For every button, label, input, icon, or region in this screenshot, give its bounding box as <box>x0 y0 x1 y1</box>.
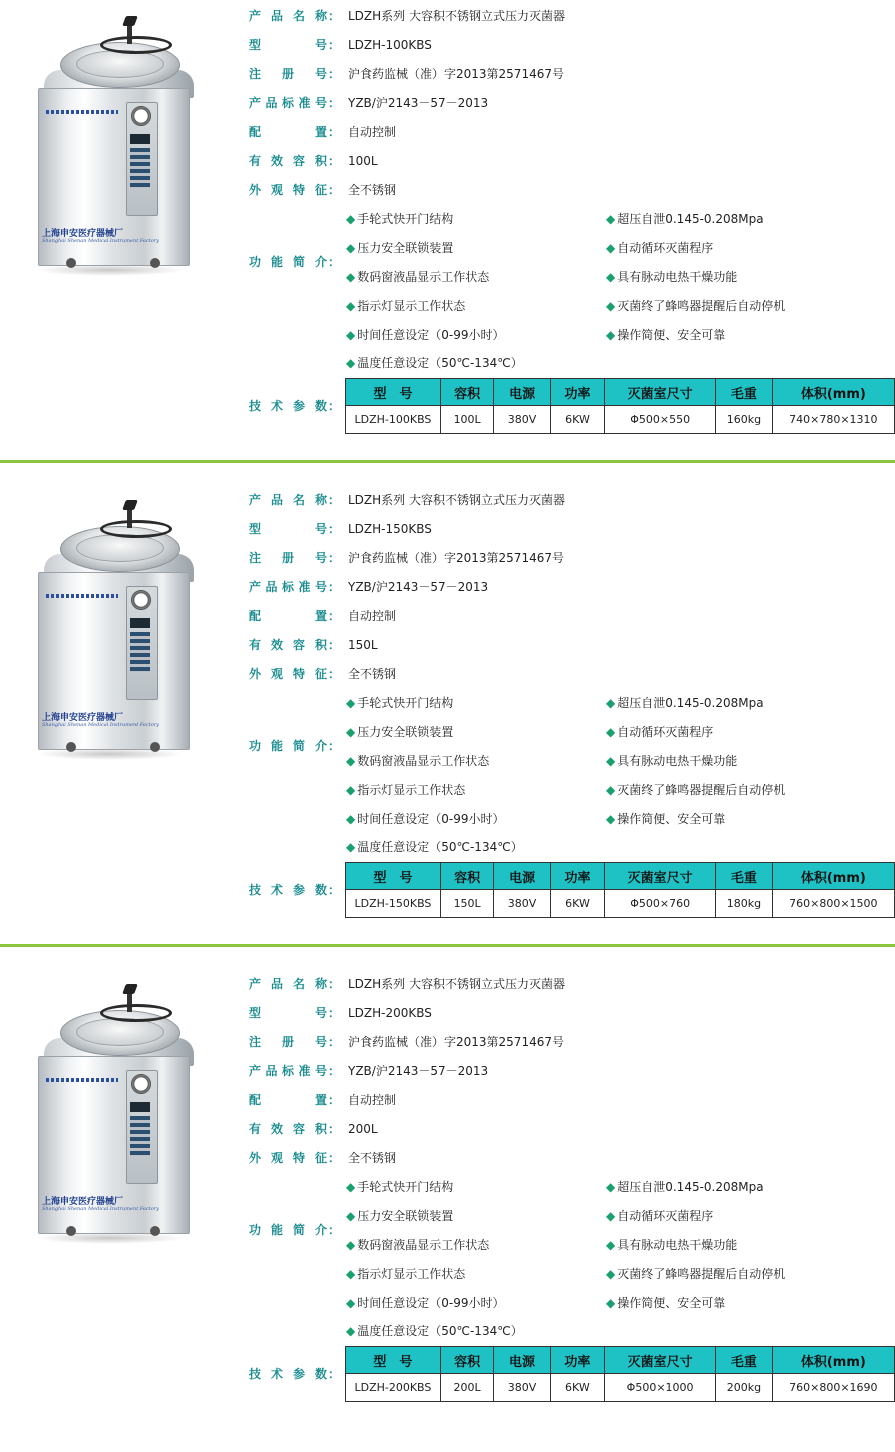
spec-cell: Φ500×550 <box>605 406 716 434</box>
spec-header-cell: 功率 <box>550 1347 604 1374</box>
diamond-bullet-icon: ◆ <box>346 783 356 797</box>
spec-header-cell: 体积(mm) <box>772 1347 894 1374</box>
feature-item: ◆ 数码窗液晶显示工作状态 <box>346 750 489 772</box>
feature-item: ◆ 操作简便、安全可靠 <box>606 1292 725 1314</box>
field-label-standard: 产品标准号 ： <box>249 580 341 594</box>
handwheel-icon <box>100 520 172 538</box>
feature-item: ◆ 温度任意设定（50℃-134℃） <box>346 352 523 374</box>
spec-header-cell: 容积 <box>440 863 493 890</box>
field-label-appearance: 外观特征 ： <box>249 667 341 681</box>
feature-item: ◆ 时间任意设定（0-99小时） <box>346 808 504 830</box>
spec-cell: LDZH-200KBS <box>346 1374 441 1402</box>
spec-header-cell: 毛重 <box>716 1347 773 1374</box>
spec-header-cell: 电源 <box>494 379 550 406</box>
spec-cell: Φ500×1000 <box>605 1374 716 1402</box>
field-label-model: 型号 ： <box>249 1006 341 1020</box>
spec-cell: 100L <box>440 406 493 434</box>
pressure-gauge-icon <box>131 106 151 126</box>
spec-cell: 760×800×1690 <box>772 1374 894 1402</box>
field-label-capacity: 有效容积 ： <box>249 1122 341 1136</box>
diamond-bullet-icon: ◆ <box>606 812 616 826</box>
diamond-bullet-icon: ◆ <box>346 725 356 739</box>
spec-cell: 200L <box>440 1374 493 1402</box>
field-label-capacity: 有效容积 ： <box>249 154 341 168</box>
product-block-3 <box>0 968 895 1452</box>
brand-label-en: Shanghai Shenan Medical Instrument Factory <box>42 1206 159 1212</box>
field-label-features: 功能简介 ： <box>249 255 341 269</box>
field-value-reg: 沪食药监械（准）字2013第2571467号 <box>348 551 564 565</box>
diamond-bullet-icon: ◆ <box>346 840 356 854</box>
pressure-gauge-icon <box>131 1074 151 1094</box>
section-divider <box>0 460 895 463</box>
field-label-reg: 注册号 ： <box>249 1035 341 1049</box>
diamond-bullet-icon: ◆ <box>606 725 616 739</box>
diamond-bullet-icon: ◆ <box>606 783 616 797</box>
table-row <box>346 1374 895 1402</box>
diamond-bullet-icon: ◆ <box>606 270 616 284</box>
field-label-standard: 产品标准号 ： <box>249 1064 341 1078</box>
feature-item: ◆ 超压自泄0.145-0.208Mpa <box>606 208 764 230</box>
spec-header-cell: 电源 <box>494 1347 550 1374</box>
field-value-model: LDZH-100KBS <box>348 38 432 52</box>
field-value-capacity: 100L <box>348 154 378 168</box>
spec-header-cell: 容积 <box>440 1347 493 1374</box>
field-value-model: LDZH-150KBS <box>348 522 432 536</box>
diamond-bullet-icon: ◆ <box>606 696 616 710</box>
diamond-bullet-icon: ◆ <box>606 212 616 226</box>
feature-item: ◆ 温度任意设定（50℃-134℃） <box>346 1320 523 1342</box>
handwheel-icon <box>100 36 172 54</box>
diamond-bullet-icon: ◆ <box>346 270 356 284</box>
feature-item: ◆ 操作简便、安全可靠 <box>606 324 725 346</box>
spec-cell: 150L <box>440 890 493 918</box>
spec-cell: 380V <box>494 890 550 918</box>
field-value-appearance: 全不锈钢 <box>348 1151 397 1165</box>
diamond-bullet-icon: ◆ <box>346 1296 356 1310</box>
diamond-bullet-icon: ◆ <box>346 1267 356 1281</box>
spec-table <box>345 862 895 918</box>
field-value-appearance: 全不锈钢 <box>348 667 397 681</box>
diamond-bullet-icon: ◆ <box>346 299 356 313</box>
field-label-model: 型号 ： <box>249 38 341 52</box>
field-label-tech: 技术参数 ： <box>249 883 341 897</box>
spec-cell: 6KW <box>550 1374 604 1402</box>
feature-item: ◆ 压力安全联锁装置 <box>346 237 453 259</box>
spec-header-row <box>346 1347 895 1374</box>
spec-header-cell: 灭菌室尺寸 <box>605 379 716 406</box>
spec-header-row <box>346 863 895 890</box>
table-row <box>346 406 895 434</box>
diamond-bullet-icon: ◆ <box>606 299 616 313</box>
sterilizer-image <box>28 498 188 760</box>
field-value-capacity: 150L <box>348 638 378 652</box>
feature-item: ◆ 压力安全联锁装置 <box>346 1205 453 1227</box>
diamond-bullet-icon: ◆ <box>606 328 616 342</box>
field-value-standard: YZB/沪2143－57－2013 <box>348 580 489 594</box>
feature-item: ◆ 超压自泄0.145-0.208Mpa <box>606 1176 764 1198</box>
table-row <box>346 890 895 918</box>
spec-header-row <box>346 379 895 406</box>
spec-cell: 200kg <box>716 1374 773 1402</box>
diamond-bullet-icon: ◆ <box>606 1267 616 1281</box>
field-label-capacity: 有效容积 ： <box>249 638 341 652</box>
feature-item: ◆ 指示灯显示工作状态 <box>346 1263 465 1285</box>
spec-table <box>345 378 895 434</box>
diamond-bullet-icon: ◆ <box>346 328 356 342</box>
field-value-capacity: 200L <box>348 1122 378 1136</box>
pressure-gauge-icon <box>131 590 151 610</box>
field-value-model: LDZH-200KBS <box>348 1006 432 1020</box>
feature-item: ◆ 具有脉动电热干燥功能 <box>606 750 737 772</box>
spec-header-cell: 灭菌室尺寸 <box>605 1347 716 1374</box>
field-label-name: 产品名称 ： <box>249 9 341 23</box>
diamond-bullet-icon: ◆ <box>346 356 356 370</box>
diamond-bullet-icon: ◆ <box>346 696 356 710</box>
field-label-name: 产品名称 ： <box>249 493 341 507</box>
field-value-name: LDZH系列 大容积不锈钢立式压力灭菌器 <box>348 977 565 991</box>
field-label-features: 功能简介 ： <box>249 1223 341 1237</box>
spec-cell: LDZH-150KBS <box>346 890 441 918</box>
spec-cell: 6KW <box>550 890 604 918</box>
spec-header-cell: 体积(mm) <box>772 379 894 406</box>
diamond-bullet-icon: ◆ <box>346 212 356 226</box>
spec-header-cell: 型 号 <box>346 1347 441 1374</box>
diamond-bullet-icon: ◆ <box>346 1324 356 1338</box>
spec-header-cell: 毛重 <box>716 863 773 890</box>
spec-cell: 380V <box>494 406 550 434</box>
spec-header-cell: 型 号 <box>346 863 441 890</box>
spec-cell: 6KW <box>550 406 604 434</box>
feature-item: ◆ 时间任意设定（0-99小时） <box>346 324 504 346</box>
feature-item: ◆ 自动循环灭菌程序 <box>606 237 713 259</box>
brand-label-en: Shanghai Shenan Medical Instrument Factory <box>42 722 159 728</box>
spec-table <box>345 1346 895 1402</box>
feature-item: ◆ 温度任意设定（50℃-134℃） <box>346 836 523 858</box>
feature-item: ◆ 灭菌终了蜂鸣器提醒后自动停机 <box>606 295 785 317</box>
feature-item: ◆ 灭菌终了蜂鸣器提醒后自动停机 <box>606 1263 785 1285</box>
field-value-reg: 沪食药监械（准）字2013第2571467号 <box>348 67 564 81</box>
spec-header-cell: 型 号 <box>346 379 441 406</box>
feature-item: ◆ 手轮式快开门结构 <box>346 1176 453 1198</box>
diamond-bullet-icon: ◆ <box>606 1180 616 1194</box>
feature-item: ◆ 具有脉动电热干燥功能 <box>606 266 737 288</box>
field-value-config: 自动控制 <box>348 609 397 623</box>
diamond-bullet-icon: ◆ <box>346 1180 356 1194</box>
field-label-appearance: 外观特征 ： <box>249 183 341 197</box>
feature-item: ◆ 超压自泄0.145-0.208Mpa <box>606 692 764 714</box>
spec-cell: LDZH-100KBS <box>346 406 441 434</box>
field-value-standard: YZB/沪2143－57－2013 <box>348 1064 489 1078</box>
spec-header-cell: 毛重 <box>716 379 773 406</box>
spec-header-cell: 灭菌室尺寸 <box>605 863 716 890</box>
section-divider <box>0 944 895 947</box>
handwheel-icon <box>100 1004 172 1022</box>
spec-header-cell: 功率 <box>550 379 604 406</box>
field-value-reg: 沪食药监械（准）字2013第2571467号 <box>348 1035 564 1049</box>
spec-cell: 380V <box>494 1374 550 1402</box>
feature-item: ◆ 手轮式快开门结构 <box>346 208 453 230</box>
field-label-tech: 技术参数 ： <box>249 399 341 413</box>
brand-label: 上海申安医疗器械厂 <box>42 1197 124 1207</box>
feature-item: ◆ 具有脉动电热干燥功能 <box>606 1234 737 1256</box>
diamond-bullet-icon: ◆ <box>346 1238 356 1252</box>
spec-cell: 760×800×1500 <box>772 890 894 918</box>
field-label-model: 型号 ： <box>249 522 341 536</box>
feature-item: ◆ 指示灯显示工作状态 <box>346 295 465 317</box>
product-block-1 <box>0 0 895 484</box>
field-label-name: 产品名称 ： <box>249 977 341 991</box>
feature-item: ◆ 时间任意设定（0-99小时） <box>346 1292 504 1314</box>
spec-cell: 180kg <box>716 890 773 918</box>
field-value-config: 自动控制 <box>348 125 397 139</box>
feature-item: ◆ 灭菌终了蜂鸣器提醒后自动停机 <box>606 779 785 801</box>
field-value-standard: YZB/沪2143－57－2013 <box>348 96 489 110</box>
spec-header-cell: 体积(mm) <box>772 863 894 890</box>
diamond-bullet-icon: ◆ <box>346 812 356 826</box>
feature-item: ◆ 自动循环灭菌程序 <box>606 1205 713 1227</box>
field-label-tech: 技术参数 ： <box>249 1367 341 1381</box>
sterilizer-image <box>28 982 188 1244</box>
spec-cell: Φ500×760 <box>605 890 716 918</box>
brand-label-en: Shanghai Shenan Medical Instrument Factory <box>42 238 159 244</box>
spec-header-cell: 电源 <box>494 863 550 890</box>
diamond-bullet-icon: ◆ <box>606 754 616 768</box>
feature-item: ◆ 自动循环灭菌程序 <box>606 721 713 743</box>
feature-item: ◆ 数码窗液晶显示工作状态 <box>346 266 489 288</box>
diamond-bullet-icon: ◆ <box>606 1209 616 1223</box>
field-label-config: 配置 ： <box>249 609 341 623</box>
spec-header-cell: 容积 <box>440 379 493 406</box>
spec-cell: 740×780×1310 <box>772 406 894 434</box>
field-label-appearance: 外观特征 ： <box>249 1151 341 1165</box>
field-value-name: LDZH系列 大容积不锈钢立式压力灭菌器 <box>348 9 565 23</box>
diamond-bullet-icon: ◆ <box>346 754 356 768</box>
field-label-config: 配置 ： <box>249 1093 341 1107</box>
feature-item: ◆ 压力安全联锁装置 <box>346 721 453 743</box>
field-label-features: 功能简介 ： <box>249 739 341 753</box>
field-value-name: LDZH系列 大容积不锈钢立式压力灭菌器 <box>348 493 565 507</box>
diamond-bullet-icon: ◆ <box>346 241 356 255</box>
feature-item: ◆ 手轮式快开门结构 <box>346 692 453 714</box>
brand-label: 上海申安医疗器械厂 <box>42 713 124 723</box>
diamond-bullet-icon: ◆ <box>606 1296 616 1310</box>
feature-item: ◆ 指示灯显示工作状态 <box>346 779 465 801</box>
field-value-appearance: 全不锈钢 <box>348 183 397 197</box>
diamond-bullet-icon: ◆ <box>606 241 616 255</box>
product-block-2 <box>0 484 895 968</box>
diamond-bullet-icon: ◆ <box>346 1209 356 1223</box>
spec-cell: 160kg <box>716 406 773 434</box>
field-label-config: 配置 ： <box>249 125 341 139</box>
field-label-standard: 产品标准号 ： <box>249 96 341 110</box>
brand-label: 上海申安医疗器械厂 <box>42 229 124 239</box>
sterilizer-image <box>28 14 188 276</box>
field-label-reg: 注册号 ： <box>249 67 341 81</box>
feature-item: ◆ 操作简便、安全可靠 <box>606 808 725 830</box>
diamond-bullet-icon: ◆ <box>606 1238 616 1252</box>
spec-header-cell: 功率 <box>550 863 604 890</box>
feature-item: ◆ 数码窗液晶显示工作状态 <box>346 1234 489 1256</box>
field-value-config: 自动控制 <box>348 1093 397 1107</box>
field-label-reg: 注册号 ： <box>249 551 341 565</box>
